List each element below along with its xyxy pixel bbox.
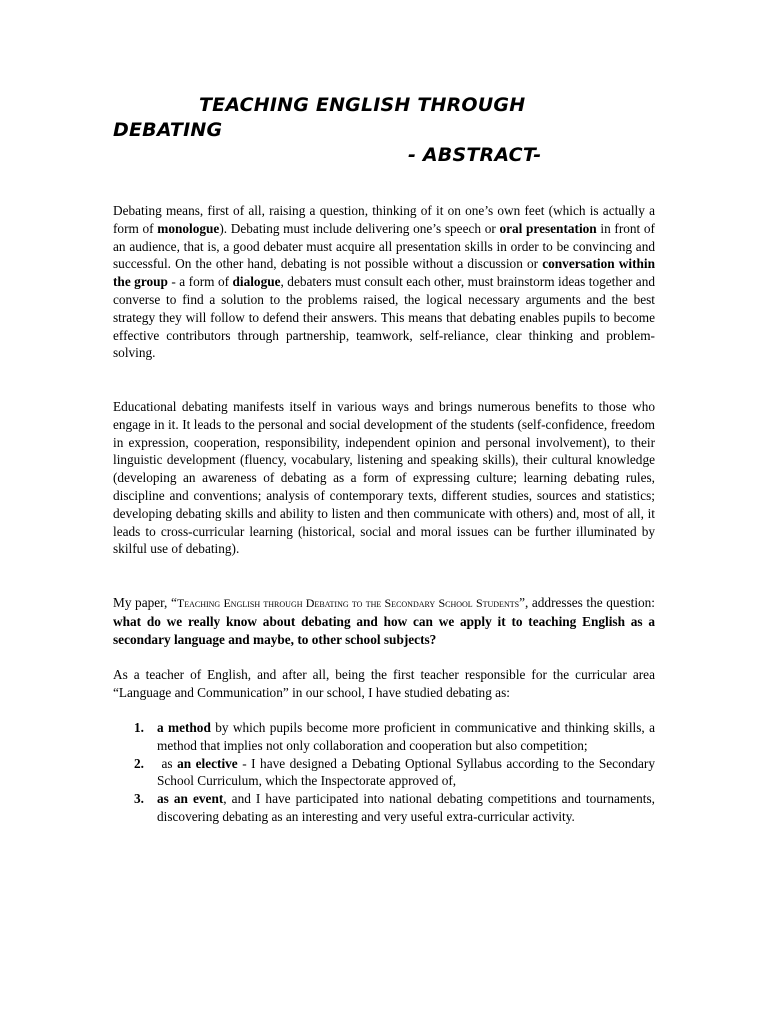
para1-bold-oral-presentation: oral presentation (499, 220, 597, 236)
list-item-bold: an elective (177, 755, 238, 771)
para1-bold-dialogue: dialogue (232, 274, 281, 290)
research-question: what do we really know about debating and how can we apply it to teaching English as a secondary language and maybe, to other school subjects? (113, 613, 655, 647)
para1-text-2: ). Debating must include delivering one’s speech or (219, 220, 500, 236)
list-item-text: - I have designed a Debating Optional Syllabus according to the Secondary School Curriculum, which the Inspectorate approved of, (157, 755, 655, 789)
para1-text-5: , debaters must consult each other, must brainstorm ideas together and converse to find a solution to the problems raised, the logical necessary arguments and the best strategy they will follow to defend their answers. This means that debating enables pupils to become effective contributors through partnership, teamwork, self-reliance, clear thinking and problem-solving. (113, 274, 655, 361)
list-item-bold: as an event (157, 791, 224, 807)
list-item (113, 790, 655, 826)
list-item-bold: a method (157, 720, 211, 735)
paragraph-1 (113, 202, 655, 362)
list-item (113, 719, 655, 755)
studied-as-list (113, 719, 655, 826)
paragraph-2: Educational debating manifests itself in various ways and brings numerous benefits to those who engage in it. It leads to the personal and social development of the students (self-confidence, freedom in expression, cooperation, responsibility, independent opinion and personal involvement), to their linguistic development (fluency, vocabulary, listening and speaking skills), their cultural knowledge (developing an awareness of debating as a form of expressing culture; learning debating rules, discipline and conventions; analysis of contemporary texts, different studies, sources and statistics; developing debating skills and ability to listen and then communicate with others) and, most of all, it leads to cross-curricular learning (historical, social and moral issues can be further illuminated by skilful use of debating). (113, 399, 655, 557)
list-item-text: , and I have participated into national debating competitions and tournaments, discovering debating as an interesting and very useful extra-curricular activity. (157, 791, 655, 824)
list-number: 2. (134, 755, 144, 771)
para3-text-1: My paper, “ (113, 595, 177, 610)
para3-text-2: ”, addresses the question: (519, 595, 656, 610)
abstract-heading: - ABSTRACT- (408, 144, 542, 166)
paragraph-4: As a teacher of English, and after all, being the first teacher responsible for the curricular area “Language and Communication” in our school, I have studied debating as: (113, 667, 655, 700)
list-item (113, 755, 655, 791)
para1-text-3: in front of an audience, that is, a good debater must acquire all presentation skills in order to be convincing and successful. On the other hand, debating is not possible without a discussion or (113, 220, 655, 272)
para1-bold-conversation: conversation within the group (113, 256, 655, 290)
paper-title-smallcaps: Teaching English through Debating to the Secondary School Students (176, 596, 520, 610)
para1-text-1: Debating means, first of all, raising a question, thinking of it on one’s own feet (which is actually a form of (113, 203, 655, 236)
list-number: 1. (134, 720, 144, 735)
para1-text-4: - a form of (167, 274, 233, 290)
list-item-text: by which pupils become more proficient in communicative and thinking skills, a method that implies not only collaboration and cooperation but also competition; (157, 720, 655, 753)
para1-bold-monologue: monologue (157, 220, 220, 236)
list-item-prefix: as (157, 755, 178, 771)
list-number: 3. (134, 791, 144, 807)
paragraph-3 (113, 594, 655, 648)
title-line-2: DEBATING (113, 119, 223, 141)
title-line-1: TEACHING ENGLISH THROUGH (199, 94, 526, 116)
